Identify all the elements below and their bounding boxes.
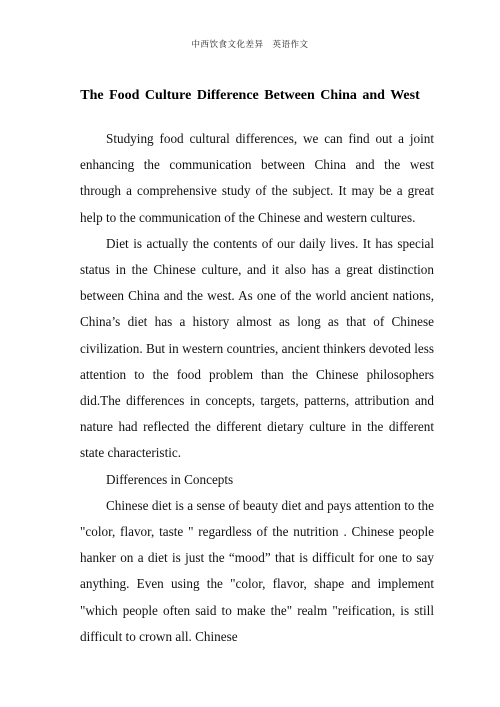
running-header: 中西饮食文化差异 英语作文	[191, 40, 309, 50]
paragraph-concepts: Chinese diet is a sense of beauty diet and pays attention to the "color, flavor, taste " regardless of the nutrition . Chinese people hanker on a diet is just the “mood” that is difficult for one to say anything. Even using the "color, flavor, shape and implement "which people often said to make the" realm "reification, is still difficult to crown all. Chinese	[80, 497, 434, 644]
document-title: The Food Culture Difference Between China and West	[80, 88, 420, 103]
paragraph-diet: Diet is actually the contents of our daily lives. It has special status in the Chinese culture, and it also has a great distinction between China and the west. As one of the world ancient nations, China’s diet has a history almost as long as that of Chinese civilization. But in western countries, ancient thinkers devoted less attention to the food problem than the Chinese philosophers did.The differences in concepts, targets, patterns, attribution and nature had reflected the different dietary culture in the different state characteristic.	[80, 235, 434, 461]
paragraph-intro: Studying food cultural differences, we can find out a joint enhancing the communication between China and the west through a comprehensive study of the subject. It may be a great help to the communication of the Chinese and western cultures.	[80, 131, 434, 225]
section-heading-concepts: Differences in Concepts	[106, 471, 234, 487]
document-body	[80, 126, 434, 650]
